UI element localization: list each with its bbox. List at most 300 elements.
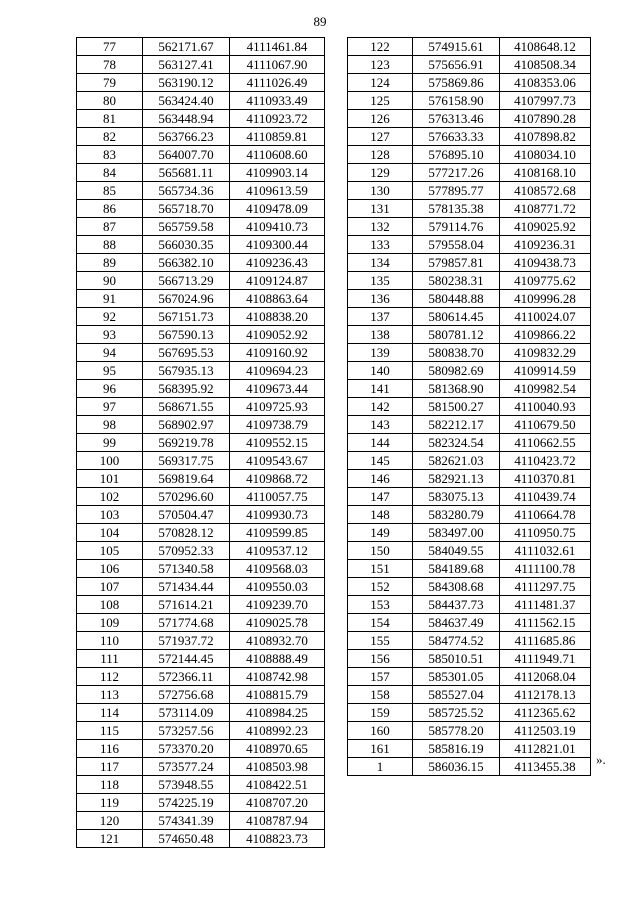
- y-coordinate-cell: 4108353.06: [500, 74, 591, 92]
- table-row: [77, 344, 325, 362]
- point-number-cell: 108: [77, 596, 143, 614]
- y-coordinate-cell: 4109613.59: [230, 182, 325, 200]
- point-number-cell: 98: [77, 416, 143, 434]
- y-coordinate-cell: 4109775.62: [500, 272, 591, 290]
- x-coordinate-cell: 579558.04: [413, 236, 500, 254]
- point-number-cell: 134: [348, 254, 413, 272]
- y-coordinate-cell: 4109996.28: [500, 290, 591, 308]
- point-number-cell: 109: [77, 614, 143, 632]
- point-number-cell: 129: [348, 164, 413, 182]
- x-coordinate-cell: 584049.55: [413, 542, 500, 560]
- point-number-cell: 112: [77, 668, 143, 686]
- table-row: [77, 488, 325, 506]
- x-coordinate-cell: 585010.51: [413, 650, 500, 668]
- x-coordinate-cell: 583280.79: [413, 506, 500, 524]
- x-coordinate-cell: 582212.17: [413, 416, 500, 434]
- y-coordinate-cell: 4107898.82: [500, 128, 591, 146]
- y-coordinate-cell: 4109160.92: [230, 344, 325, 362]
- x-coordinate-cell: 585301.05: [413, 668, 500, 686]
- point-number-cell: 150: [348, 542, 413, 560]
- point-number-cell: 155: [348, 632, 413, 650]
- table-row: [348, 722, 591, 740]
- point-number-cell: 79: [77, 74, 143, 92]
- x-coordinate-cell: 576313.46: [413, 110, 500, 128]
- x-coordinate-cell: 566382.10: [143, 254, 230, 272]
- table-row: [348, 308, 591, 326]
- point-number-cell: 133: [348, 236, 413, 254]
- point-number-cell: 145: [348, 452, 413, 470]
- table-row: [77, 398, 325, 416]
- point-number-cell: 151: [348, 560, 413, 578]
- point-number-cell: 106: [77, 560, 143, 578]
- point-number-cell: 153: [348, 596, 413, 614]
- x-coordinate-cell: 583075.13: [413, 488, 500, 506]
- x-coordinate-cell: 568671.55: [143, 398, 230, 416]
- y-coordinate-cell: 4110859.81: [230, 128, 325, 146]
- y-coordinate-cell: 4111032.61: [500, 542, 591, 560]
- x-coordinate-cell: 567024.96: [143, 290, 230, 308]
- x-coordinate-cell: 580781.12: [413, 326, 500, 344]
- x-coordinate-cell: 573114.09: [143, 704, 230, 722]
- point-number-cell: 127: [348, 128, 413, 146]
- y-coordinate-cell: 4109543.67: [230, 452, 325, 470]
- x-coordinate-cell: 562171.67: [143, 38, 230, 56]
- point-number-cell: 87: [77, 218, 143, 236]
- x-coordinate-cell: 568395.92: [143, 380, 230, 398]
- y-coordinate-cell: 4111685.86: [500, 632, 591, 650]
- y-coordinate-cell: 4110664.78: [500, 506, 591, 524]
- x-coordinate-cell: 579857.81: [413, 254, 500, 272]
- x-coordinate-cell: 566030.35: [143, 236, 230, 254]
- table-row: [348, 164, 591, 182]
- table-row: [348, 704, 591, 722]
- x-coordinate-cell: 573948.55: [143, 776, 230, 794]
- point-number-cell: 93: [77, 326, 143, 344]
- x-coordinate-cell: 567695.53: [143, 344, 230, 362]
- table-row: [77, 596, 325, 614]
- point-number-cell: 141: [348, 380, 413, 398]
- point-number-cell: 95: [77, 362, 143, 380]
- y-coordinate-cell: 4109410.73: [230, 218, 325, 236]
- table-row: [77, 38, 325, 56]
- y-coordinate-cell: 4108823.73: [230, 830, 325, 848]
- x-coordinate-cell: 580614.45: [413, 308, 500, 326]
- y-coordinate-cell: 4112503.19: [500, 722, 591, 740]
- y-coordinate-cell: 4109239.70: [230, 596, 325, 614]
- table-row: [348, 686, 591, 704]
- coordinates-table-left: [76, 37, 325, 848]
- x-coordinate-cell: 575656.91: [413, 56, 500, 74]
- point-number-cell: 161: [348, 740, 413, 758]
- y-coordinate-cell: 4110370.81: [500, 470, 591, 488]
- point-number-cell: 88: [77, 236, 143, 254]
- y-coordinate-cell: 4111949.71: [500, 650, 591, 668]
- point-number-cell: 148: [348, 506, 413, 524]
- table-row: [348, 668, 591, 686]
- x-coordinate-cell: 570952.33: [143, 542, 230, 560]
- point-number-cell: 100: [77, 452, 143, 470]
- table-row: [77, 92, 325, 110]
- point-number-cell: 123: [348, 56, 413, 74]
- y-coordinate-cell: 4109694.23: [230, 362, 325, 380]
- table-row: [348, 416, 591, 434]
- table-row: [77, 740, 325, 758]
- x-coordinate-cell: 574915.61: [413, 38, 500, 56]
- x-coordinate-cell: 581368.90: [413, 380, 500, 398]
- table-row: [77, 452, 325, 470]
- point-number-cell: 83: [77, 146, 143, 164]
- table-row: [77, 236, 325, 254]
- table-row: [348, 92, 591, 110]
- table-row: [77, 200, 325, 218]
- table-row: [77, 704, 325, 722]
- table-row: [77, 470, 325, 488]
- y-coordinate-cell: 4111100.78: [500, 560, 591, 578]
- point-number-cell: 78: [77, 56, 143, 74]
- table-row: [77, 56, 325, 74]
- point-number-cell: 115: [77, 722, 143, 740]
- x-coordinate-cell: 572144.45: [143, 650, 230, 668]
- table-row: [77, 794, 325, 812]
- x-coordinate-cell: 565734.36: [143, 182, 230, 200]
- x-coordinate-cell: 584437.73: [413, 596, 500, 614]
- y-coordinate-cell: 4109903.14: [230, 164, 325, 182]
- table-row: [348, 290, 591, 308]
- y-coordinate-cell: 4108932.70: [230, 632, 325, 650]
- y-coordinate-cell: 4112365.62: [500, 704, 591, 722]
- y-coordinate-cell: 4108970.65: [230, 740, 325, 758]
- table-row: [348, 146, 591, 164]
- point-number-cell: 90: [77, 272, 143, 290]
- x-coordinate-cell: 571340.58: [143, 560, 230, 578]
- table-row: [77, 614, 325, 632]
- table-row: [348, 632, 591, 650]
- y-coordinate-cell: 4108992.23: [230, 722, 325, 740]
- point-number-cell: 119: [77, 794, 143, 812]
- point-number-cell: 117: [77, 758, 143, 776]
- table-row: [348, 254, 591, 272]
- x-coordinate-cell: 569219.78: [143, 434, 230, 452]
- table-row: [77, 218, 325, 236]
- point-number-cell: 94: [77, 344, 143, 362]
- y-coordinate-cell: 4110040.93: [500, 398, 591, 416]
- point-number-cell: 1: [348, 758, 413, 776]
- table-row: [348, 758, 591, 776]
- y-coordinate-cell: 4109868.72: [230, 470, 325, 488]
- x-coordinate-cell: 563424.40: [143, 92, 230, 110]
- x-coordinate-cell: 573257.56: [143, 722, 230, 740]
- table-row: [77, 722, 325, 740]
- table-row: [348, 236, 591, 254]
- y-coordinate-cell: 4110933.49: [230, 92, 325, 110]
- point-number-cell: 96: [77, 380, 143, 398]
- y-coordinate-cell: 4109025.78: [230, 614, 325, 632]
- y-coordinate-cell: 4110662.55: [500, 434, 591, 452]
- x-coordinate-cell: 571774.68: [143, 614, 230, 632]
- point-number-cell: 110: [77, 632, 143, 650]
- table-row: [348, 740, 591, 758]
- y-coordinate-cell: 4108787.94: [230, 812, 325, 830]
- y-coordinate-cell: 4109599.85: [230, 524, 325, 542]
- y-coordinate-cell: 4109982.54: [500, 380, 591, 398]
- point-number-cell: 82: [77, 128, 143, 146]
- point-number-cell: 81: [77, 110, 143, 128]
- y-coordinate-cell: 4109930.73: [230, 506, 325, 524]
- y-coordinate-cell: 4108168.10: [500, 164, 591, 182]
- point-number-cell: 159: [348, 704, 413, 722]
- x-coordinate-cell: 563448.94: [143, 110, 230, 128]
- point-number-cell: 89: [77, 254, 143, 272]
- y-coordinate-cell: 4113455.38: [500, 758, 591, 776]
- y-coordinate-cell: 4109300.44: [230, 236, 325, 254]
- point-number-cell: 121: [77, 830, 143, 848]
- y-coordinate-cell: 4110423.72: [500, 452, 591, 470]
- point-number-cell: 149: [348, 524, 413, 542]
- x-coordinate-cell: 586036.15: [413, 758, 500, 776]
- y-coordinate-cell: 4109550.03: [230, 578, 325, 596]
- x-coordinate-cell: 580238.31: [413, 272, 500, 290]
- table-row: [77, 524, 325, 542]
- y-coordinate-cell: 4109738.79: [230, 416, 325, 434]
- table-row: [77, 416, 325, 434]
- y-coordinate-cell: 4109552.15: [230, 434, 325, 452]
- x-coordinate-cell: 577895.77: [413, 182, 500, 200]
- point-number-cell: 92: [77, 308, 143, 326]
- point-number-cell: 131: [348, 200, 413, 218]
- x-coordinate-cell: 564007.70: [143, 146, 230, 164]
- x-coordinate-cell: 573370.20: [143, 740, 230, 758]
- point-number-cell: 101: [77, 470, 143, 488]
- point-number-cell: 80: [77, 92, 143, 110]
- x-coordinate-cell: 584308.68: [413, 578, 500, 596]
- point-number-cell: 128: [348, 146, 413, 164]
- table-row: [348, 488, 591, 506]
- table-row: [77, 110, 325, 128]
- table-row: [77, 182, 325, 200]
- y-coordinate-cell: 4108648.12: [500, 38, 591, 56]
- y-coordinate-cell: 4110679.50: [500, 416, 591, 434]
- table-row: [77, 758, 325, 776]
- point-number-cell: 91: [77, 290, 143, 308]
- x-coordinate-cell: 575869.86: [413, 74, 500, 92]
- x-coordinate-cell: 585725.52: [413, 704, 500, 722]
- point-number-cell: 105: [77, 542, 143, 560]
- x-coordinate-cell: 570504.47: [143, 506, 230, 524]
- x-coordinate-cell: 580982.69: [413, 362, 500, 380]
- x-coordinate-cell: 585778.20: [413, 722, 500, 740]
- point-number-cell: 138: [348, 326, 413, 344]
- point-number-cell: 102: [77, 488, 143, 506]
- table-row: [348, 470, 591, 488]
- y-coordinate-cell: 4108707.20: [230, 794, 325, 812]
- point-number-cell: 144: [348, 434, 413, 452]
- table-row: [348, 362, 591, 380]
- table-row: [77, 650, 325, 668]
- y-coordinate-cell: 4107997.73: [500, 92, 591, 110]
- point-number-cell: 132: [348, 218, 413, 236]
- x-coordinate-cell: 584637.49: [413, 614, 500, 632]
- y-coordinate-cell: 4108838.20: [230, 308, 325, 326]
- y-coordinate-cell: 4110950.75: [500, 524, 591, 542]
- x-coordinate-cell: 581500.27: [413, 398, 500, 416]
- coordinates-table-right: [347, 37, 591, 776]
- table-row: [348, 200, 591, 218]
- point-number-cell: 146: [348, 470, 413, 488]
- y-coordinate-cell: 4109673.44: [230, 380, 325, 398]
- x-coordinate-cell: 563190.12: [143, 74, 230, 92]
- table-row: [348, 398, 591, 416]
- table-row: [348, 560, 591, 578]
- x-coordinate-cell: 567590.13: [143, 326, 230, 344]
- table-row: [348, 56, 591, 74]
- point-number-cell: 114: [77, 704, 143, 722]
- table-row: [77, 686, 325, 704]
- table-row: [77, 434, 325, 452]
- point-number-cell: 140: [348, 362, 413, 380]
- point-number-cell: 118: [77, 776, 143, 794]
- y-coordinate-cell: 4108572.68: [500, 182, 591, 200]
- y-coordinate-cell: 4109832.29: [500, 344, 591, 362]
- y-coordinate-cell: 4112178.13: [500, 686, 591, 704]
- x-coordinate-cell: 569819.64: [143, 470, 230, 488]
- table-row: [77, 506, 325, 524]
- y-coordinate-cell: 4111481.37: [500, 596, 591, 614]
- point-number-cell: 99: [77, 434, 143, 452]
- x-coordinate-cell: 584189.68: [413, 560, 500, 578]
- table-row: [77, 74, 325, 92]
- x-coordinate-cell: 582921.13: [413, 470, 500, 488]
- y-coordinate-cell: 4109124.87: [230, 272, 325, 290]
- x-coordinate-cell: 584774.52: [413, 632, 500, 650]
- point-number-cell: 154: [348, 614, 413, 632]
- table-row: [77, 776, 325, 794]
- table-row: [77, 146, 325, 164]
- point-number-cell: 124: [348, 74, 413, 92]
- y-coordinate-cell: 4109866.22: [500, 326, 591, 344]
- x-coordinate-cell: 576633.33: [413, 128, 500, 146]
- point-number-cell: 103: [77, 506, 143, 524]
- x-coordinate-cell: 565759.58: [143, 218, 230, 236]
- point-number-cell: 135: [348, 272, 413, 290]
- x-coordinate-cell: 571614.21: [143, 596, 230, 614]
- point-number-cell: 130: [348, 182, 413, 200]
- y-coordinate-cell: 4110923.72: [230, 110, 325, 128]
- table-row: [77, 812, 325, 830]
- x-coordinate-cell: 573577.24: [143, 758, 230, 776]
- point-number-cell: 137: [348, 308, 413, 326]
- table-row: [348, 218, 591, 236]
- y-coordinate-cell: 4109568.03: [230, 560, 325, 578]
- y-coordinate-cell: 4108771.72: [500, 200, 591, 218]
- table-row: [77, 128, 325, 146]
- y-coordinate-cell: 4111026.49: [230, 74, 325, 92]
- point-number-cell: 160: [348, 722, 413, 740]
- page-number: 89: [313, 14, 327, 29]
- y-coordinate-cell: 4108742.98: [230, 668, 325, 686]
- y-coordinate-cell: 4108034.10: [500, 146, 591, 164]
- table-row: [77, 668, 325, 686]
- y-coordinate-cell: 4109438.73: [500, 254, 591, 272]
- table-row: [348, 272, 591, 290]
- x-coordinate-cell: 571937.72: [143, 632, 230, 650]
- table-row: [77, 290, 325, 308]
- table-row: [348, 344, 591, 362]
- y-coordinate-cell: 4111562.15: [500, 614, 591, 632]
- table-row: [348, 128, 591, 146]
- table-row: [348, 380, 591, 398]
- point-number-cell: 113: [77, 686, 143, 704]
- point-number-cell: 158: [348, 686, 413, 704]
- x-coordinate-cell: 566713.29: [143, 272, 230, 290]
- point-number-cell: 107: [77, 578, 143, 596]
- y-coordinate-cell: 4111297.75: [500, 578, 591, 596]
- point-number-cell: 139: [348, 344, 413, 362]
- table-row: [77, 164, 325, 182]
- point-number-cell: 85: [77, 182, 143, 200]
- y-coordinate-cell: 4108984.25: [230, 704, 325, 722]
- x-coordinate-cell: 585816.19: [413, 740, 500, 758]
- x-coordinate-cell: 571434.44: [143, 578, 230, 596]
- table-row: [348, 614, 591, 632]
- point-number-cell: 97: [77, 398, 143, 416]
- point-number-cell: 156: [348, 650, 413, 668]
- x-coordinate-cell: 582621.03: [413, 452, 500, 470]
- x-coordinate-cell: 570296.60: [143, 488, 230, 506]
- table-row: [348, 110, 591, 128]
- x-coordinate-cell: 569317.75: [143, 452, 230, 470]
- y-coordinate-cell: 4110024.07: [500, 308, 591, 326]
- x-coordinate-cell: 565718.70: [143, 200, 230, 218]
- table-row: [77, 578, 325, 596]
- x-coordinate-cell: 565681.11: [143, 164, 230, 182]
- table-row: [348, 326, 591, 344]
- table-row: [348, 38, 591, 56]
- point-number-cell: 104: [77, 524, 143, 542]
- table-row: [348, 542, 591, 560]
- point-number-cell: 84: [77, 164, 143, 182]
- y-coordinate-cell: 4110057.75: [230, 488, 325, 506]
- table-row: [348, 506, 591, 524]
- x-coordinate-cell: 572756.68: [143, 686, 230, 704]
- point-number-cell: 122: [348, 38, 413, 56]
- point-number-cell: 111: [77, 650, 143, 668]
- y-coordinate-cell: 4111067.90: [230, 56, 325, 74]
- table-row: [77, 362, 325, 380]
- point-number-cell: 142: [348, 398, 413, 416]
- y-coordinate-cell: 4109914.59: [500, 362, 591, 380]
- y-coordinate-cell: 4112821.01: [500, 740, 591, 758]
- y-coordinate-cell: 4108863.64: [230, 290, 325, 308]
- table-row: [77, 272, 325, 290]
- point-number-cell: 125: [348, 92, 413, 110]
- table-row: [348, 650, 591, 668]
- table-row: [348, 578, 591, 596]
- x-coordinate-cell: 568902.97: [143, 416, 230, 434]
- x-coordinate-cell: 580838.70: [413, 344, 500, 362]
- table-row: [348, 182, 591, 200]
- y-coordinate-cell: 4109725.93: [230, 398, 325, 416]
- table-row: [77, 308, 325, 326]
- y-coordinate-cell: 4109236.43: [230, 254, 325, 272]
- point-number-cell: 116: [77, 740, 143, 758]
- table-row: [77, 254, 325, 272]
- point-number-cell: 157: [348, 668, 413, 686]
- x-coordinate-cell: 580448.88: [413, 290, 500, 308]
- y-coordinate-cell: 4109025.92: [500, 218, 591, 236]
- table-row: [77, 560, 325, 578]
- point-number-cell: 126: [348, 110, 413, 128]
- y-coordinate-cell: 4110608.60: [230, 146, 325, 164]
